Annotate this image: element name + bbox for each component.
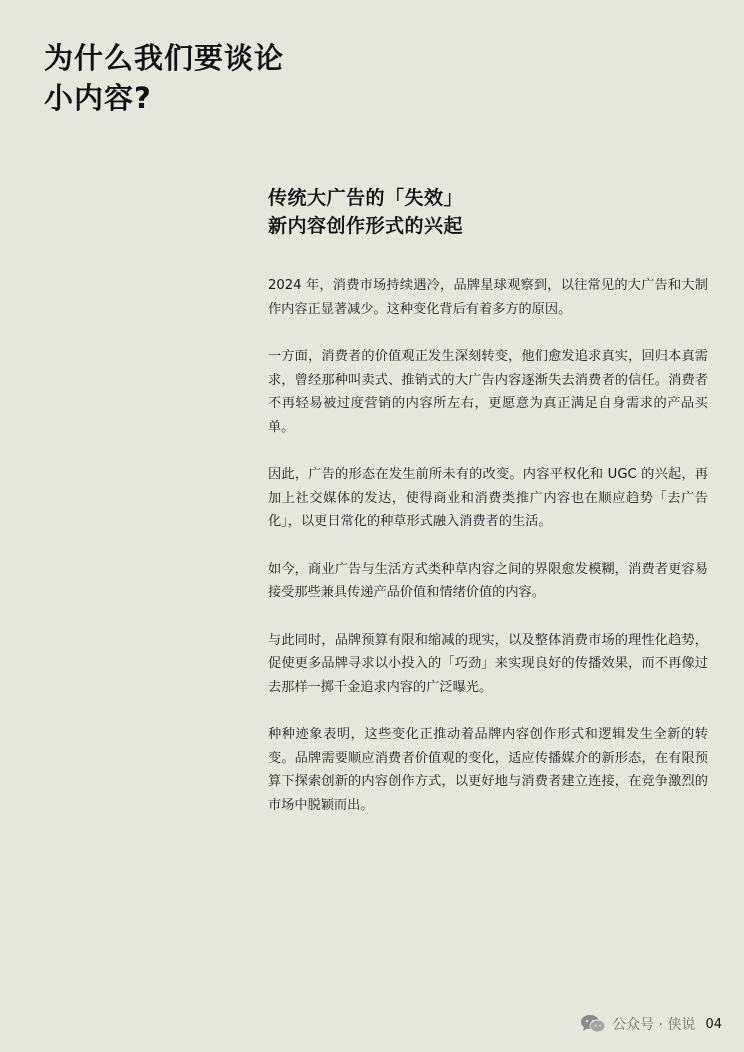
paragraph-5: 与此同时，品牌预算有限和缩减的现实，以及整体消费市场的理性化趋势，促使更多品牌寻求以小投入的「巧劲」来实现良好的传播效果，而不再像过去那样一掷千金追求内容的广泛曝光。	[268, 632, 708, 695]
paragraph-6: 种种迹象表明，这些变化正推动着品牌内容创作形式和逻辑发生全新的转变。品牌需要顺应消费者价值观的变化，适应传播媒介的新形态，在有限预算下探索创新的内容创作方式，以更好地与消费者建立连接，在竞争激烈的市场中脱颖而出。	[268, 727, 708, 813]
footer	[580, 1014, 722, 1034]
page-title-line-2: 小内容?	[44, 81, 152, 115]
section-title	[268, 184, 708, 240]
paragraph-1: 2024 年，消费市场持续遇冷，品牌星球观察到，以往常见的大广告和大制作内容正显著减少。这种变化背后有着多方的原因。	[268, 278, 708, 317]
page-title	[44, 38, 344, 118]
page-number: 04	[705, 1016, 722, 1032]
page-title-line-1: 为什么我们要谈论	[44, 41, 285, 75]
wechat-icon	[580, 1014, 606, 1034]
section-title-line-2: 新内容创作形式的兴起	[268, 215, 464, 237]
footer-account-text: 公众号 · 侠说	[612, 1017, 696, 1033]
paragraph-4: 如今，商业广告与生活方式类种草内容之间的界限愈发模糊，消费者更容易接受那些兼具传递产品价值和情绪价值的内容。	[268, 561, 708, 600]
article-section	[268, 184, 708, 841]
paragraph-2: 一方面，消费者的价值观正发生深刻转变，他们愈发追求真实，回归本真需求，曾经那种叫卖式、推销式的大广告内容逐渐失去消费者的信任。消费者不再轻易被过度营销的内容所左右，更愿意为真正满足自身需求的产品买单。	[268, 349, 708, 435]
paragraph-3: 因此，广告的形态在发生前所未有的改变。内容平权化和 UGC 的兴起，再加上社交媒体的发达，使得商业和消费类推广内容也在顺应趋势「去广告化」，以更日常化的种草形式融入消费者的生活。	[268, 467, 708, 529]
section-title-line-1: 传统大广告的「失效」	[268, 187, 464, 209]
